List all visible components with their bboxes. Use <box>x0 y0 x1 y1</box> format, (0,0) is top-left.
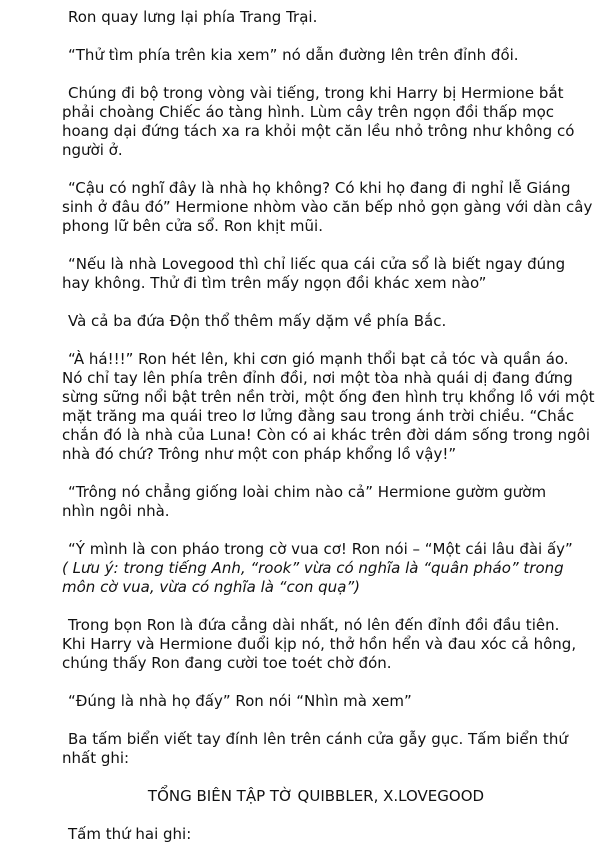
paragraph <box>62 616 577 673</box>
text-line: sừng sững nổi bật trên nền trời, một ống đen hình trụ khổng lồ với một <box>62 388 595 406</box>
text-line: phải choàng Chiếc áo tàng hình. Lùm cây trên ngọn đồi thấp mọc <box>62 103 555 121</box>
text-line: “À há!!!” Ron hét lên, khi cơn gió mạnh thổi bạt cả tóc và quần áo. <box>68 350 569 368</box>
text-line: chắn đó là nhà của Luna! Còn có ai khác trên đời dám sống trong ngôi <box>62 426 591 444</box>
text-line: phong lữ bên cửa sổ. Ron khịt mũi. <box>62 217 323 235</box>
paragraph-rook-quote <box>62 540 573 597</box>
text-line: Ba tấm biển viết tay đính lên trên cánh cửa gẫy gục. Tấm biển thứ <box>68 730 568 748</box>
text-line: chúng thấy Ron đang cười toe toét chờ đón. <box>62 654 392 672</box>
text-line: nhìn ngôi nhà. <box>62 502 170 520</box>
text-line: Nó chỉ tay lên phía trên đỉnh đồi, nơi một tòa nhà quái dị đang đứng <box>62 369 573 387</box>
translator-note: môn cờ vua, vừa có nghĩa là “con quạ”) <box>62 578 361 596</box>
paragraph <box>62 312 570 331</box>
text-line: Trong bọn Ron là đứa cẳng dài nhất, nó lên đến đỉnh đồi đầu tiên. <box>68 616 560 634</box>
text-line: “Trông nó chẳng giống loài chim nào cả” Hermione gườm gườm <box>68 483 547 501</box>
paragraph <box>62 84 575 160</box>
text-line: “Đúng là nhà họ đấy” Ron nói “Nhìn mà xem” <box>68 692 412 710</box>
paragraph <box>62 8 570 27</box>
text-line: “Thử tìm phía trên kia xem” nó dẫn đường lên trên đỉnh đồi. <box>68 46 519 64</box>
text-line: hay không. Thử đi tìm trên mấy ngọn đồi khác xem nào” <box>62 274 487 292</box>
text-line: mặt trăng ma quái treo lơ lửng đằng sau trong ánh trời chiều. “Chắc <box>62 407 575 425</box>
paragraph <box>62 179 593 236</box>
paragraph <box>62 692 570 711</box>
paragraph <box>62 46 570 65</box>
paragraph <box>62 730 570 768</box>
sign-text <box>62 787 570 806</box>
paragraph <box>62 483 570 521</box>
paragraph <box>62 825 570 844</box>
text-line: TỔNG BIÊN TẬP TỜ QUIBBLER, X.LOVEGOOD <box>147 787 485 805</box>
paragraph <box>62 255 570 293</box>
text-line: “Ý mình là con pháo trong cờ vua cơ! Ron nói – “Một cái lâu đài ấy” <box>68 540 573 558</box>
text-line: sinh ở đâu đó” Hermione nhòm vào căn bếp nhỏ gọn gàng với dàn cây <box>62 198 593 216</box>
text-line: Và cả ba đứa Độn thổ thêm mấy dặm về phía Bắc. <box>68 312 447 330</box>
text-line: “Cậu có nghĩ đây là nhà họ không? Có khi họ đang đi nghỉ lễ Giáng <box>68 179 571 197</box>
text-line: nhà đó chứ? Trông như một con pháp khổng lồ vậy!” <box>62 445 457 463</box>
text-line: “Nếu là nhà Lovegood thì chỉ liếc qua cái cửa sổ là biết ngay đúng <box>68 255 566 273</box>
text-line: nhất ghi: <box>62 749 130 767</box>
text-line: người ở. <box>62 141 123 159</box>
text-line: Ron quay lưng lại phía Trang Trại. <box>68 8 318 26</box>
text-line: Chúng đi bộ trong vòng vài tiếng, trong khi Harry bị Hermione bắt <box>68 84 564 102</box>
text-line: Tấm thứ hai ghi: <box>68 825 192 843</box>
text-line: Khi Harry và Hermione đuổi kịp nó, thở hồn hển và đau xóc cả hông, <box>62 635 577 653</box>
paragraph <box>62 350 595 464</box>
translator-note: ( Lưu ý: trong tiếng Anh, “rook” vừa có nghĩa là “quân pháo” trong <box>62 559 564 577</box>
text-line: hoang dại đứng tách xa ra khỏi một căn lều nhỏ trông như không có <box>62 122 575 140</box>
